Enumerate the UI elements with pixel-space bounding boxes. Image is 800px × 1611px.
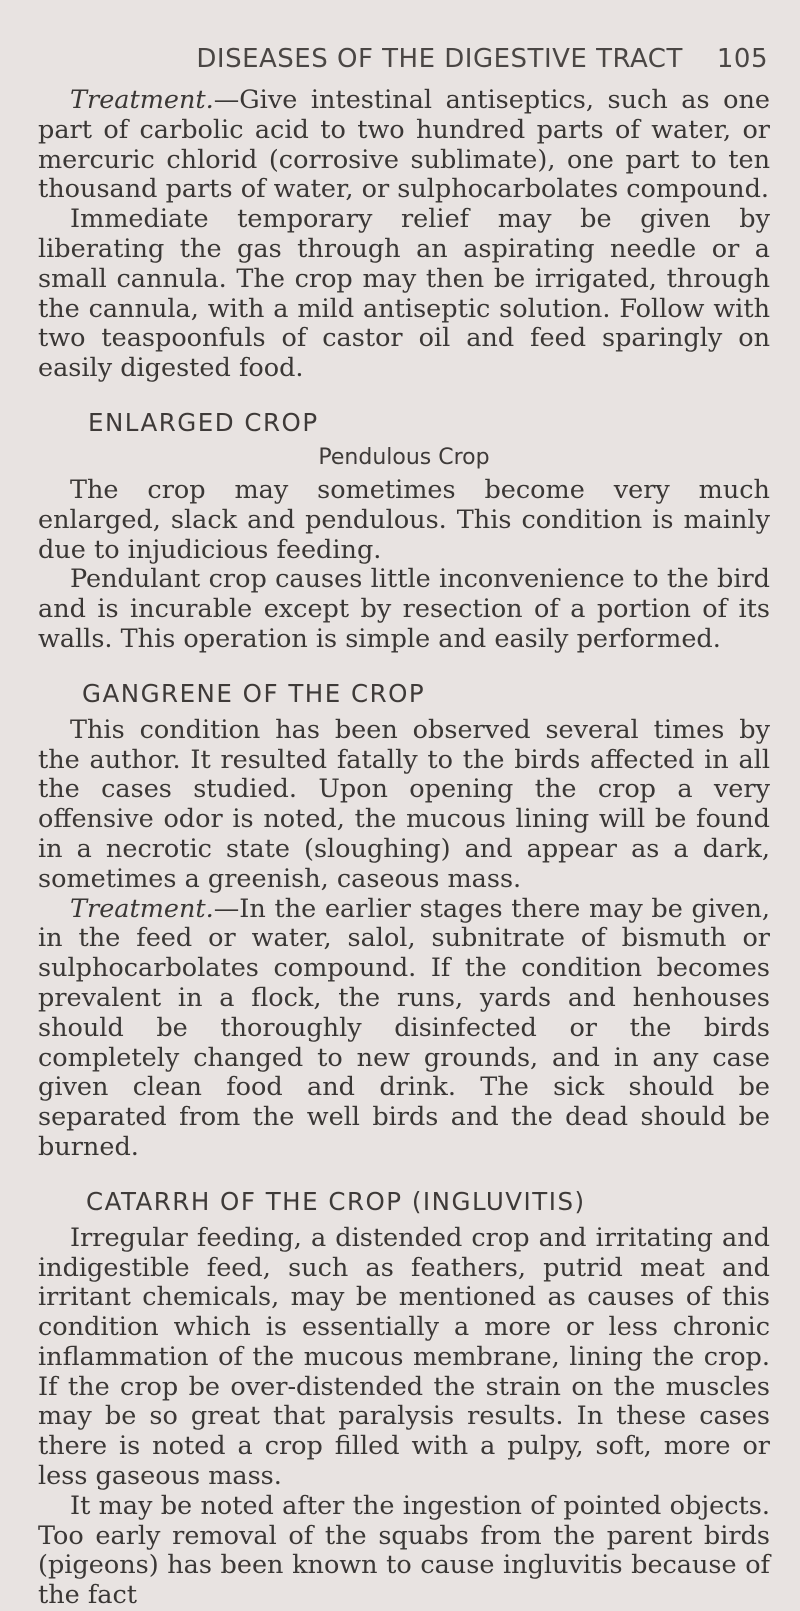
page-number: 105 — [716, 44, 768, 74]
paragraph: The crop may sometimes become very much enlarged, slack and pendulous. This condition is mainly due to injudicious feeding. — [38, 474, 770, 565]
paragraph-text: —Give intestinal antiseptics, such as one part of carbolic acid to two hundred parts of water, or mercuric chlorid (corrosive sublimate), one part to ten thousand parts of water, or sulphocarbolates compound. — [38, 85, 770, 205]
paragraph: This condition has been observed several times by the author. It resulted fatally to the birds affected in all the cases studied. Upon opening the crop a very offensive odor is noted, the mucous lining will be found in a necrotic state (sloughing) and appear as a dark, sometimes a greenish, caseous mass. — [38, 714, 770, 894]
paragraph — [38, 86, 770, 205]
running-header-title: DISEASES OF THE DIGESTIVE TRACT — [196, 44, 683, 74]
section-intro-treatment — [38, 86, 770, 384]
paragraph: It may be noted after the ingestion of pointed objects. Too early removal of the squabs from the parent birds (pigeons) has been known to cause ingluvitis because of the fact — [38, 1490, 770, 1611]
paragraph: Immediate temporary relief may be given by liberating the gas through an aspirating needle or a small cannula. The crop may then be irrigated, through the cannula, with a mild antiseptic solution. Follow with two teaspoonfuls of castor oil and feed sparingly on easily digested food. — [38, 204, 770, 384]
paragraph: Irregular feeding, a distended crop and irritating and indigestible feed, such as feathers, putrid meat and irritant chemicals, may be mentioned as causes of this condition which is essentially a more or less chronic inflammation of the mucous membrane, lining the crop. If the crop be over-distended the strain on the muscles may be so great that paralysis results. In these cases there is noted a crop filled with a pulpy, soft, more or less gaseous mass. — [38, 1222, 770, 1492]
section-heading: GANGRENE OF THE CROP — [82, 678, 426, 708]
paragraph — [38, 895, 770, 1163]
paragraph-lead: Treatment. — [70, 893, 214, 924]
section-heading: CATARRH OF THE CROP (INGLUVITIS) — [86, 1186, 586, 1216]
section-catarrh-of-crop — [38, 1187, 770, 1611]
paragraph-text: —In the earlier stages there may be given, in the feed or water, salol, subnitrate of bismuth or sulphocarbolates compound. If the condition becomes prevalent in a flock, the runs, yards and henhouses should be thoroughly disinfected or the birds completely changed to new grounds, and in any case given clean food and drink. The sick should be separated from the well birds and the dead should be burned. — [38, 893, 770, 1162]
section-gangrene-of-crop — [38, 679, 770, 1163]
section-subheading: Pendulous Crop — [318, 444, 490, 470]
running-header — [38, 44, 770, 74]
section-heading: ENLARGED CROP — [88, 407, 319, 437]
paragraph: Pendulant crop causes little inconvenience to the bird and is incurable except by resection of a portion of its walls. This operation is simple and easily performed. — [38, 564, 770, 654]
section-enlarged-crop — [38, 408, 770, 655]
paragraph-lead: Treatment. — [70, 85, 214, 115]
